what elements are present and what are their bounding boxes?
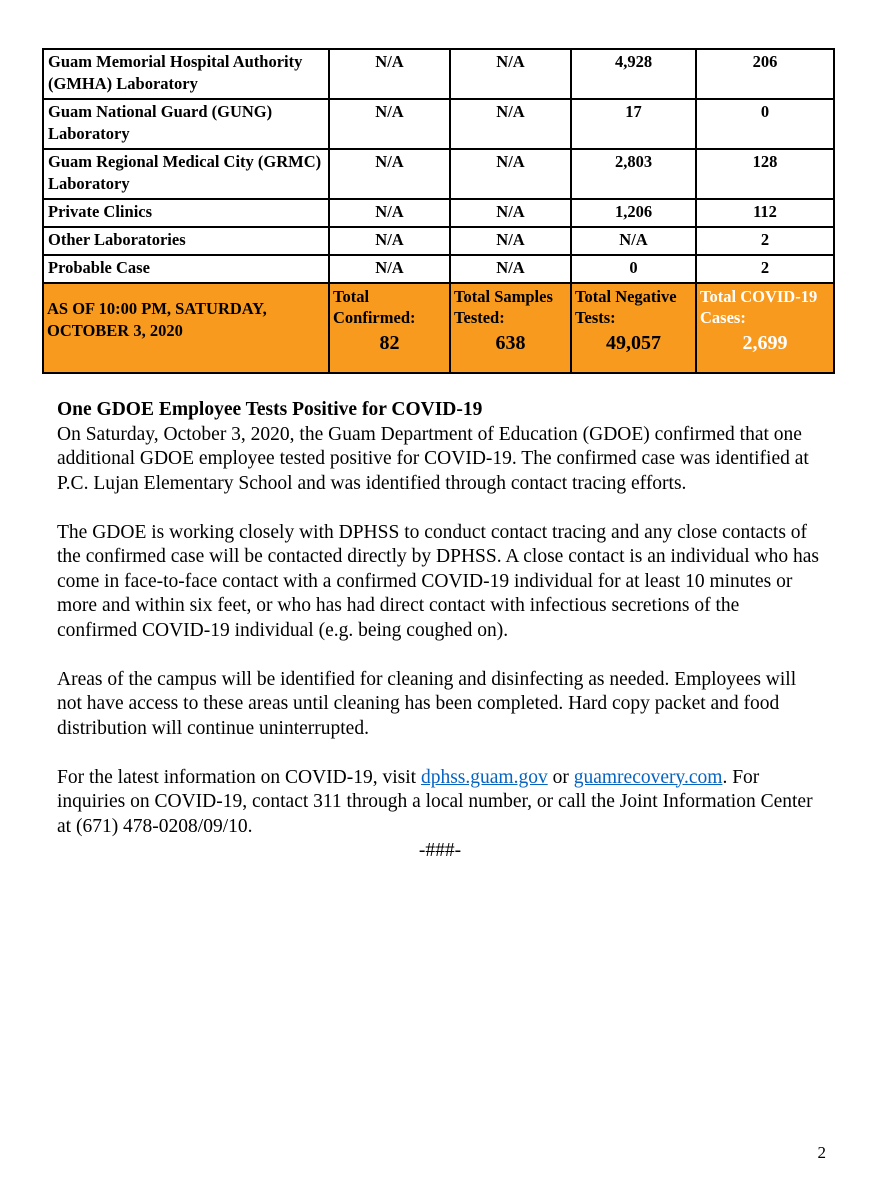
total-samples-value: 638 [495,332,526,354]
guamrecovery-link[interactable]: guamrecovery.com [573,766,723,788]
value-cell: 112 [696,199,834,227]
paragraph-text: . For inquiries on COVID-19, contact 311 through a local number, or call the Joint Information Center at (671) 478-0208/09/10. [57,766,813,837]
covid-testing-table [42,48,835,374]
page-number: 2 [817,1143,826,1162]
value-cell: 0 [696,99,834,149]
value-cell: N/A [450,49,571,99]
end-marker: -###- [418,840,462,861]
value-cell: 2 [696,227,834,255]
dphss-link[interactable]: dphss.guam.gov [420,766,548,788]
table-row [43,149,834,199]
table-row [43,199,834,227]
value-cell: N/A [329,149,450,199]
as-of-cell: AS OF 10:00 PM, SATURDAY, OCTOBER 3, 2020 [43,283,329,373]
total-samples-label: Total Samples Tested: [454,287,553,327]
value-cell: N/A [329,255,450,283]
lab-name-cell: Guam Regional Medical City (GRMC) Laboratory [43,149,329,199]
lab-name-cell: Private Clinics [43,199,329,227]
article-paragraph [57,766,823,840]
paragraph-text: For the latest information on COVID-19, visit [57,766,421,788]
value-cell: N/A [329,227,450,255]
total-negative-label: Total Negative Tests: [575,287,677,327]
article-paragraph: On Saturday, October 3, 2020, the Guam Department of Education (GDOE) confirmed that one additional GDOE employee tested positive for COVID-19. The confirmed case was identified at P.C. Lujan Elementary School and was identified through contact tracing efforts. [57,423,809,494]
value-cell: N/A [450,227,571,255]
total-covid-cases-label: Total COVID-19 Cases: [700,287,818,327]
paragraph-text: or [547,766,574,788]
value-cell: N/A [329,199,450,227]
table-row [43,227,834,255]
value-cell: 206 [696,49,834,99]
value-cell: 4,928 [571,49,696,99]
value-cell: 0 [571,255,696,283]
total-confirmed-cell [329,283,450,373]
summary-row [43,283,834,373]
lab-name-cell: Guam National Guard (GUNG) Laboratory [43,99,329,149]
lab-name-cell: Guam Memorial Hospital Authority (GMHA) Laboratory [43,49,329,99]
value-cell: N/A [450,149,571,199]
value-cell: 2,803 [571,149,696,199]
total-negative-cell [571,283,696,373]
value-cell: 128 [696,149,834,199]
value-cell: 1,206 [571,199,696,227]
total-confirmed-value: 82 [379,332,400,354]
value-cell: N/A [329,49,450,99]
table-row [43,99,834,149]
total-negative-value: 49,057 [606,332,661,354]
article-paragraph: The GDOE is working closely with DPHSS to conduct contact tracing and any close contacts of the confirmed case will be contacted directly by DPHSS. A close contact is an individual who has come in face-to-face contact with a confirmed COVID-19 individual for at least 10 minutes or more and within six feet, or who has had direct contact with infectious secretions of the confirmed COVID-19 individual (e.g. being coughed on). [57,521,819,641]
lab-name-cell: Other Laboratories [43,227,329,255]
value-cell: N/A [329,99,450,149]
value-cell: N/A [450,99,571,149]
value-cell: 2 [696,255,834,283]
value-cell: N/A [450,255,571,283]
article-paragraph: Areas of the campus will be identified for cleaning and disinfecting as needed. Employees will not have access to these areas until cleaning has been completed. Hard copy packet and food distribution will continue uninterrupted. [57,668,797,739]
value-cell: N/A [571,227,696,255]
value-cell: N/A [450,199,571,227]
total-samples-cell [450,283,571,373]
value-cell: 17 [571,99,696,149]
total-covid-cases-value: 2,699 [742,332,788,354]
article-body [57,398,823,864]
total-covid-cases-cell [696,283,834,373]
table-row [43,255,834,283]
table-row [43,49,834,99]
lab-name-cell: Probable Case [43,255,329,283]
article-heading: One GDOE Employee Tests Positive for COVID-19 [57,399,483,420]
total-confirmed-label: Total Confirmed: [333,287,416,327]
